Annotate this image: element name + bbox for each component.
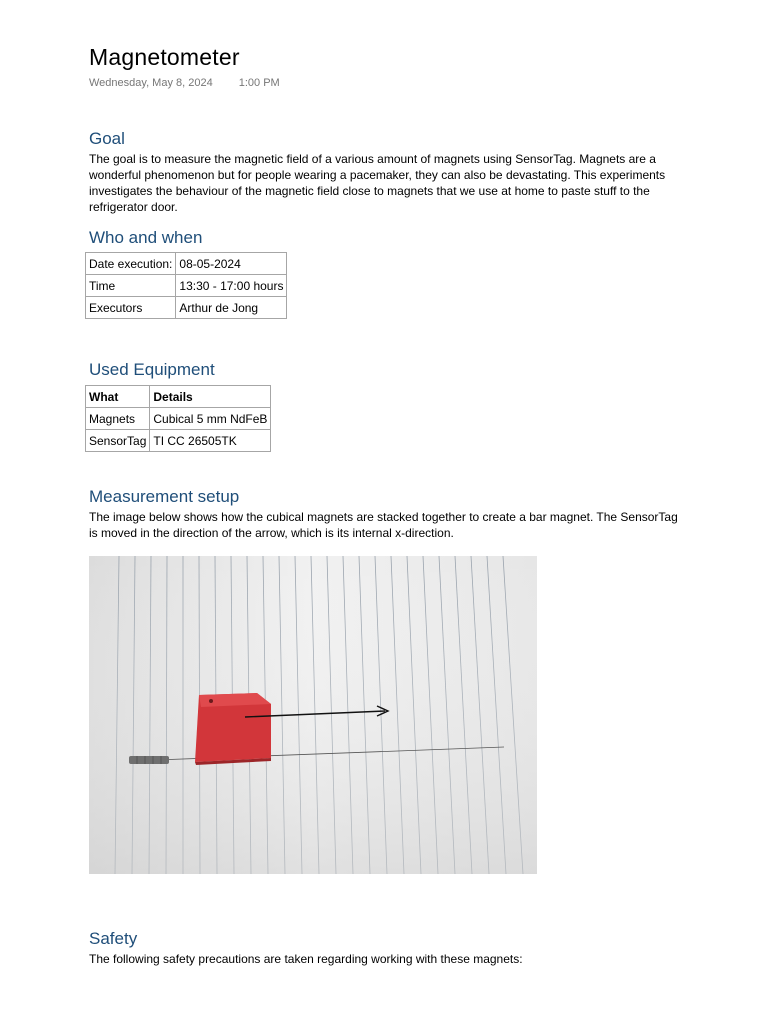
table-row [86, 430, 271, 452]
page-meta [89, 77, 280, 89]
page-date: Wednesday, May 8, 2024 [89, 77, 213, 89]
who-heading: Who and when [89, 228, 203, 247]
bar-magnet [129, 756, 169, 764]
setup-heading: Measurement setup [89, 487, 240, 506]
who-label-executors: Executors [86, 297, 176, 319]
table-row [86, 253, 287, 275]
setup-text: The image below shows how the cubical magnets are stacked together to create a bar magnet. The SensorTag is moved in the direction of the arrow, which is its internal x-direction. [89, 510, 678, 540]
who-value-date: 08-05-2024 [176, 253, 287, 275]
equipment-what-sensortag: SensorTag [86, 430, 150, 452]
page-time: 1:00 PM [238, 77, 280, 89]
safety-text: The following safety precautions are taken regarding working with these magnets: [89, 952, 523, 966]
equipment-col-what: What [86, 386, 150, 408]
setup-photo [89, 556, 537, 874]
who-table [85, 252, 287, 319]
sensortag-device [195, 693, 271, 765]
table-row [86, 297, 287, 319]
setup-photo-svg [89, 556, 537, 874]
equipment-details-magnets: Cubical 5 mm NdFeB [150, 408, 271, 430]
goal-text: The goal is to measure the magnetic field of a various amount of magnets using SensorTag. Magnets are a wonderful phenomenon but for people wearing a pacemaker, they can also be devastating. This experiments investigates the behaviour of the magnetic field close to magnets that we use at home to paste stuff to the refrigerator door. [89, 152, 666, 214]
who-value-executors: Arthur de Jong [176, 297, 287, 319]
who-label-date: Date execution: [86, 253, 176, 275]
table-row [86, 275, 287, 297]
equipment-table [85, 385, 271, 452]
goal-heading: Goal [89, 129, 125, 148]
table-header-row [86, 386, 271, 408]
who-label-time: Time [86, 275, 176, 297]
equipment-heading: Used Equipment [89, 360, 215, 379]
who-value-time: 13:30 - 17:00 hours [176, 275, 287, 297]
equipment-what-magnets: Magnets [86, 408, 150, 430]
equipment-col-details: Details [150, 386, 271, 408]
safety-heading: Safety [89, 929, 138, 948]
page-title: Magnetometer [89, 44, 240, 70]
table-row [86, 408, 271, 430]
equipment-details-sensortag: TI CC 26505TK [150, 430, 271, 452]
